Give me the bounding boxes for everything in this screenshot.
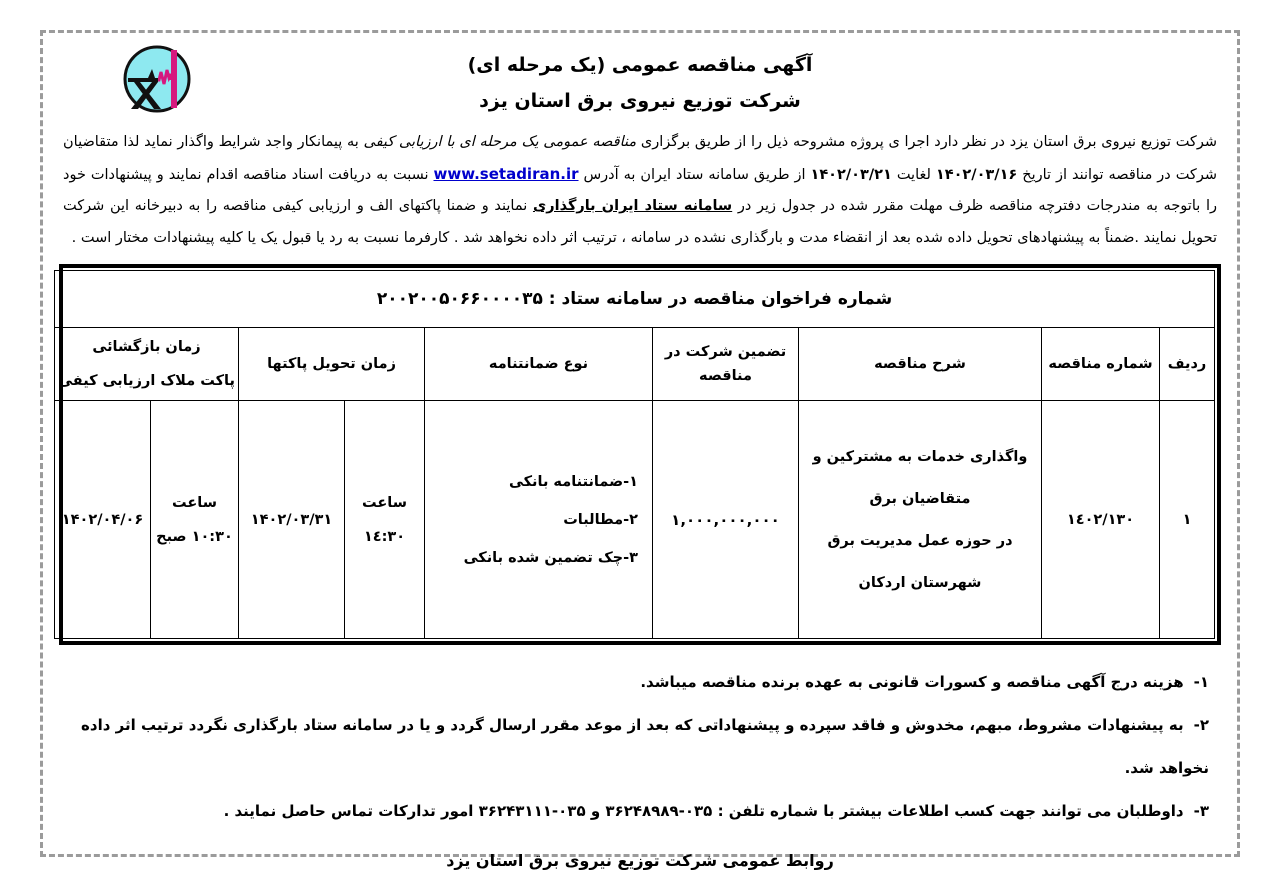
note-text: هزینه درج آگهی مناقصه و کسورات قانونی به عهده برنده مناقصه میباشد. [640,673,1184,691]
upload-emphasis: سامانه ستاد ایران بارگذاری [532,198,733,214]
header-opening-line2: پاکت ملاک ارزیابی کیفی [58,373,235,389]
note-marker: ۲- [1193,716,1209,734]
cell-tender-number: ١٤٠٢/١٣٠ [1042,401,1160,639]
document-title-block [59,47,1221,119]
delivery-hour-value: ١٤:٣٠ [363,528,406,545]
setad-call-label: شماره فراخوان مناقصه در سامانه ستاد : [548,289,893,309]
header-guarantee-type: نوع ضمانتنامه [425,328,653,401]
note-marker: ۱- [1193,673,1209,691]
table-callout-row [55,271,1215,328]
tender-table [54,270,1215,639]
intro-text: به پیمانکار واجد شرایط واگذار نماید لذا متقاضیان شرکت در مناقصه توانند از تاریخ [63,134,1217,183]
note-text: داوطلبان می توانند جهت کسب اطلاعات بیشتر با شماره تلفن : ۰۳۵-۳۶۲۴۸۹۸۹ و ۰۳۵-۳۶۲۴۳۱۱۱ امور تدارکات تماس حاصل نمایند . [223,802,1184,820]
intro-paragraph [63,127,1217,254]
header-delivery-time: زمان تحویل پاکتها [239,328,425,401]
notes-section [71,661,1209,833]
tender-type-italic: مناقصه عمومی یک مرحله ای با ارزیابی کیفی [363,134,637,150]
tender-table-frame [59,264,1221,645]
cell-opening-date: ۱۴۰۲/۰۴/۰۶ [55,401,151,639]
note-marker: ۳- [1193,802,1209,820]
guarantee-type-item: ۳-چک تضمین شده بانکی [463,549,638,566]
header-radif: ردیف [1160,328,1215,401]
guarantee-type-item: ۲-مطالبات [563,511,638,528]
table-header-row [55,328,1215,401]
intro-text: از طریق سامانه ستاد ایران به آدرس [578,166,811,183]
page-title: آگهی مناقصه عمومی (یک مرحله ای) [467,54,813,76]
date-from: ۱۴۰۲/۰۳/۱۶ [935,166,1018,183]
guarantee-amount: ۱,۰۰۰,۰۰۰,۰۰۰ [671,510,780,529]
cell-radif: ۱ [1160,401,1215,639]
description-line: واگذاری خدمات به مشترکین و [812,448,1028,465]
header-tender-number: شماره مناقصه [1042,328,1160,401]
description-line: شهرستان اردکان [858,574,982,591]
description-line: در حوزه عمل مدیریت برق [827,532,1013,549]
intro-text: لغایت [891,166,936,183]
opening-hour-value: ۱۰:۳۰ صبح [156,528,233,545]
header-opening-time [55,328,239,401]
delivery-hour-label: ساعت [362,494,407,511]
setadiran-link[interactable]: www.setadiran.ir [433,164,579,183]
intro-text: نمایند و ضمنا پاکتهای الف و ارزیابی کیفی مناقصه را به دبیرخانه این شرکت تحویل نمایند .ضمناً به پیشنهادهای تحویل داده شده بعد از انقضاء مدت و بارگذاری نشده در سامانه ، ترتیب اثر داده نخواهد شد . کارفرما نسبت به رد یا قبول یک یا کلیه پیشنهادات مختار است . [63,198,1217,246]
note-item-2 [71,704,1209,790]
cell-delivery-date: ۱۴۰۲/۰۳/۳۱ [239,401,345,639]
setad-call-number: ۲۰۰۲۰۰۵۰۶۶۰۰۰۰۳۵ [376,289,543,309]
cell-guarantee-types [425,401,653,639]
description-line: متقاضیان برق [869,490,971,507]
intro-text: شرکت توزیع نیروی برق استان یزد در نظر دارد اجرا ی پروژه مشروحه ذیل را از طریق برگزاری [636,134,1217,150]
cell-opening-hour [151,401,239,639]
yazd-electric-logo-icon [121,43,193,115]
opening-hour-label: ساعت [172,494,217,511]
cell-delivery-hour [345,401,425,639]
header-opening-line1: زمان بازگشائی [92,339,201,355]
public-relations-signature: روابط عمومی شرکت توزیع نیروی برق استان یزد [446,851,834,870]
note-item-3 [71,790,1209,833]
note-item-1 [71,661,1209,704]
intro-text: نسبت به دریافت اسناد مناقصه اقدام نمایند و پیشنهادات خود را باتوجه به مندرجات دفترچه مناقصه ظرف مهلت مقرر شده در جدول زیر در [63,166,1217,214]
date-to: ۱۴۰۲/۰۳/۲۱ [810,166,892,183]
note-text: به پیشنهادات مشروط، مبهم، مخدوش و فاقد سپرده و پیشنهاداتی که بعد از موعد مقرر ارسال گردد و یا در سامانه ستاد بارگذاری نگردد ترتیب اثر داده نخواهد شد. [81,716,1209,777]
table-row [55,401,1215,639]
header-description: شرح مناقصه [799,328,1042,401]
header-guarantee: تضمین شرکت در مناقصه [653,328,799,401]
guarantee-type-item: ۱-ضمانتنامه بانکی [508,473,638,490]
cell-description [799,401,1042,639]
cell-guarantee-amount [653,401,799,639]
company-name: شرکت توزیع نیروی برق استان یزد [479,90,801,112]
setad-call-number-cell [55,271,1215,328]
page-border [40,30,1240,870]
